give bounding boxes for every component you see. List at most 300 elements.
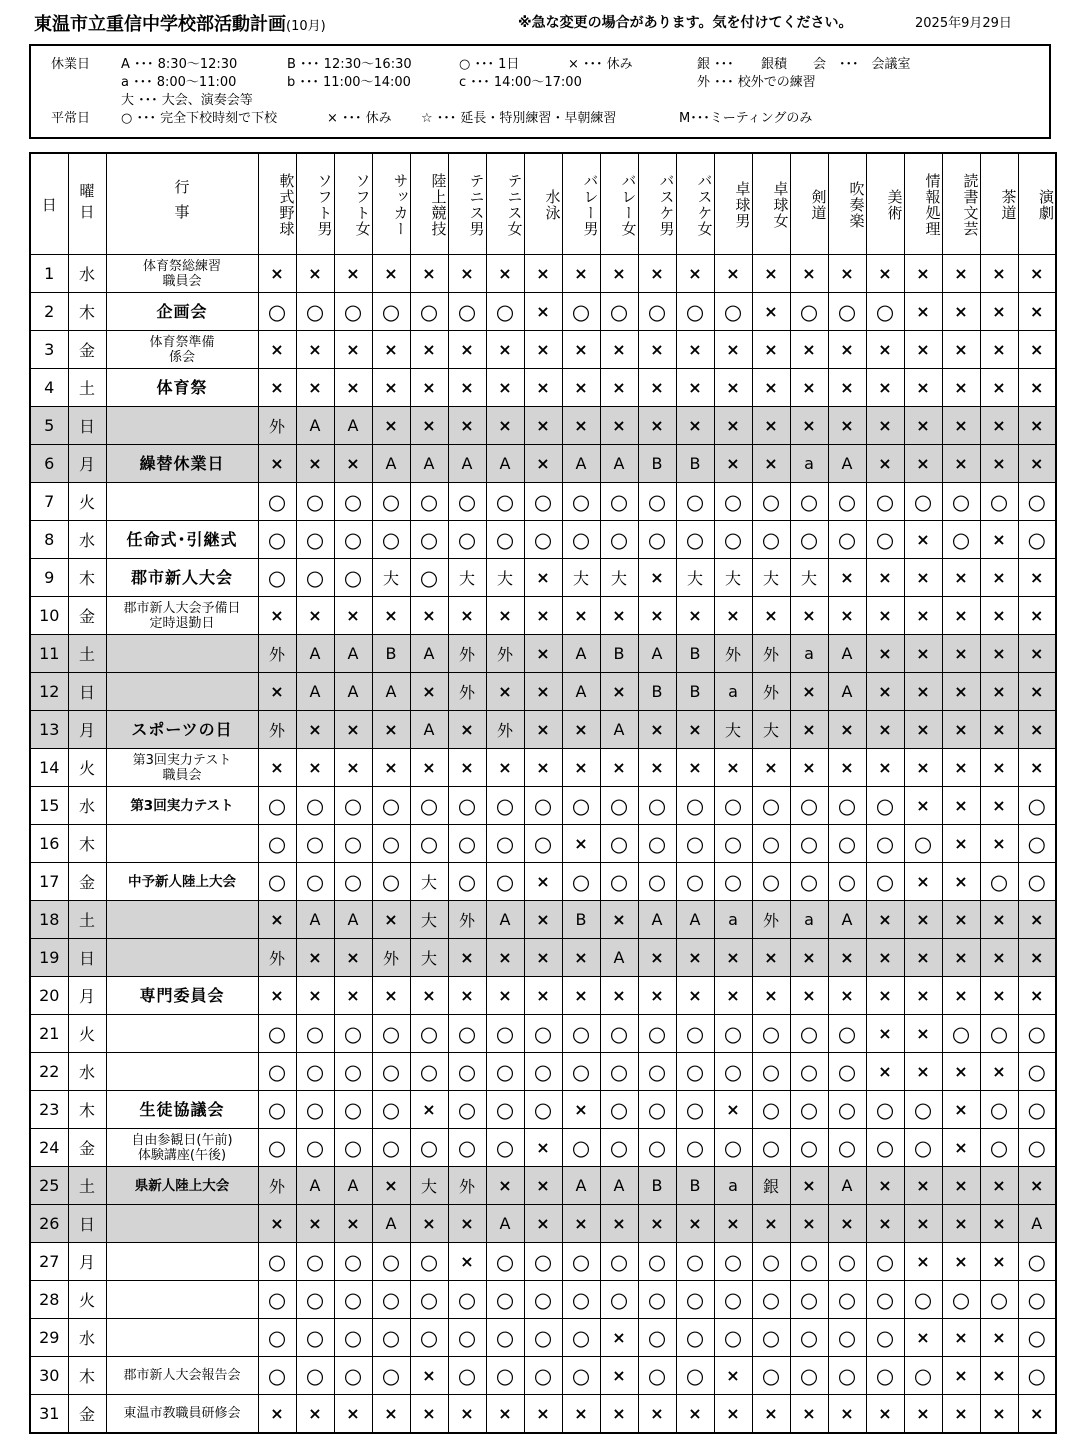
club-status-cell: ○ — [638, 1015, 676, 1053]
club-status-cell: × — [1018, 369, 1056, 407]
club-status-cell: 外 — [448, 1167, 486, 1205]
weekday-cell: 水 — [68, 521, 106, 559]
club-status-cell: × — [752, 1205, 790, 1243]
weekday-cell: 水 — [68, 787, 106, 825]
club-status-cell: ○ — [410, 1281, 448, 1319]
club-status-cell: × — [486, 255, 524, 293]
club-status-cell: ○ — [714, 521, 752, 559]
club-status-cell: × — [486, 749, 524, 787]
schedule-table — [29, 152, 1057, 1434]
club-status-cell: a — [790, 445, 828, 483]
club-status-cell: ○ — [410, 1129, 448, 1167]
club-status-cell: × — [752, 749, 790, 787]
club-status-cell: A — [334, 1167, 372, 1205]
club-status-cell: ○ — [980, 1281, 1018, 1319]
table-head — [30, 153, 1056, 255]
club-status-cell: × — [714, 369, 752, 407]
day-cell: 1 — [30, 255, 68, 293]
club-status-cell: ○ — [866, 293, 904, 331]
club-status-cell: × — [904, 977, 942, 1015]
club-status-cell: × — [1018, 445, 1056, 483]
club-status-cell: × — [372, 749, 410, 787]
club-status-cell: ○ — [296, 1357, 334, 1395]
club-status-cell: ○ — [524, 1015, 562, 1053]
club-status-cell: ○ — [676, 1091, 714, 1129]
club-status-cell: ○ — [828, 1357, 866, 1395]
day-cell: 21 — [30, 1015, 68, 1053]
club-status-cell: × — [676, 331, 714, 369]
club-status-cell: × — [904, 1015, 942, 1053]
club-header: テニス女 — [486, 153, 524, 255]
club-status-cell: ○ — [258, 1319, 296, 1357]
page-title — [34, 10, 326, 36]
club-status-cell: × — [790, 1205, 828, 1243]
club-status-cell: × — [942, 711, 980, 749]
club-status-cell: ○ — [372, 1015, 410, 1053]
club-status-cell: ○ — [676, 483, 714, 521]
event-cell: 中予新人陸上大会 — [106, 863, 258, 901]
club-status-cell: × — [562, 711, 600, 749]
day-cell: 16 — [30, 825, 68, 863]
club-status-cell: × — [410, 407, 448, 445]
club-status-cell: × — [942, 1129, 980, 1167]
table-row — [30, 1243, 1056, 1281]
club-status-cell: A — [638, 901, 676, 939]
club-status-cell: × — [448, 369, 486, 407]
club-status-cell: ○ — [1018, 1281, 1056, 1319]
club-status-cell: × — [638, 1395, 676, 1434]
club-status-cell: ○ — [334, 559, 372, 597]
club-status-cell: ○ — [524, 1357, 562, 1395]
club-status-cell: ○ — [372, 1053, 410, 1091]
legend-O1: ○ ･･･ 1日 — [459, 57, 520, 72]
club-status-cell: × — [866, 749, 904, 787]
legend-weekday-M: M･･･ミーティングのみ — [679, 111, 813, 126]
club-status-cell: × — [866, 711, 904, 749]
club-status-cell: × — [752, 369, 790, 407]
club-status-cell: ○ — [1018, 1319, 1056, 1357]
club-status-cell: × — [904, 1205, 942, 1243]
table-row — [30, 787, 1056, 825]
club-status-cell: × — [258, 977, 296, 1015]
club-status-cell: ○ — [866, 787, 904, 825]
club-status-cell: A — [1018, 1205, 1056, 1243]
club-status-cell: ○ — [866, 825, 904, 863]
club-status-cell: × — [904, 749, 942, 787]
club-status-cell: ○ — [562, 1319, 600, 1357]
legend-gai: 外 ･･･ 校外での練習 — [697, 75, 816, 90]
club-status-cell: ○ — [980, 1129, 1018, 1167]
event-cell: 郡市新人大会 — [106, 559, 258, 597]
club-status-cell: ○ — [372, 483, 410, 521]
club-status-cell: × — [866, 369, 904, 407]
club-status-cell: × — [942, 1205, 980, 1243]
club-status-cell: a — [714, 901, 752, 939]
club-status-cell: ○ — [372, 863, 410, 901]
legend-b: b ･･･ 11:00～14:00 — [287, 75, 411, 90]
club-status-cell: × — [600, 369, 638, 407]
club-status-cell: × — [562, 825, 600, 863]
club-status-cell: × — [524, 331, 562, 369]
club-status-cell: × — [486, 407, 524, 445]
club-header: 剣道 — [790, 153, 828, 255]
club-status-cell: × — [980, 1395, 1018, 1434]
club-status-cell: × — [1018, 407, 1056, 445]
club-status-cell: A — [828, 901, 866, 939]
club-status-cell: × — [334, 369, 372, 407]
club-status-cell: ○ — [334, 1319, 372, 1357]
club-status-cell: ○ — [334, 1129, 372, 1167]
club-status-cell: × — [258, 369, 296, 407]
weekday-cell: 日 — [68, 407, 106, 445]
club-status-cell: ○ — [410, 1319, 448, 1357]
club-status-cell: ○ — [904, 483, 942, 521]
club-status-cell: × — [334, 749, 372, 787]
club-status-cell: × — [676, 407, 714, 445]
club-status-cell: ○ — [600, 787, 638, 825]
day-cell: 30 — [30, 1357, 68, 1395]
club-status-cell: ○ — [828, 825, 866, 863]
club-status-cell: 大 — [486, 559, 524, 597]
club-status-cell: × — [524, 559, 562, 597]
club-status-cell: × — [258, 1395, 296, 1434]
weekday-cell: 木 — [68, 293, 106, 331]
club-status-cell: ○ — [486, 521, 524, 559]
club-status-cell: × — [296, 939, 334, 977]
club-status-cell: × — [904, 407, 942, 445]
club-status-cell: ○ — [828, 1243, 866, 1281]
club-status-cell: × — [904, 1319, 942, 1357]
club-status-cell: × — [942, 331, 980, 369]
weekday-cell: 土 — [68, 635, 106, 673]
club-status-cell: ○ — [524, 825, 562, 863]
club-status-cell: × — [904, 711, 942, 749]
club-status-cell: × — [790, 407, 828, 445]
club-status-cell: × — [1018, 977, 1056, 1015]
title-text: 東温市立重信中学校部活動計画 — [34, 14, 286, 35]
club-status-cell: ○ — [562, 1357, 600, 1395]
club-status-cell: × — [904, 293, 942, 331]
club-header: バスケ男 — [638, 153, 676, 255]
club-header: 陸上競技 — [410, 153, 448, 255]
club-status-cell: × — [1018, 255, 1056, 293]
club-status-cell: 大 — [372, 559, 410, 597]
club-status-cell: ○ — [334, 483, 372, 521]
club-header: 卓球女 — [752, 153, 790, 255]
club-status-cell: 外 — [258, 635, 296, 673]
club-status-cell: × — [942, 293, 980, 331]
club-status-cell: × — [866, 1205, 904, 1243]
club-status-cell: ○ — [372, 787, 410, 825]
event-cell — [106, 407, 258, 445]
club-status-cell: × — [334, 255, 372, 293]
club-status-cell: × — [980, 673, 1018, 711]
club-status-cell: ○ — [334, 1091, 372, 1129]
club-status-cell: ○ — [258, 1015, 296, 1053]
club-status-cell: × — [942, 369, 980, 407]
club-status-cell: ○ — [410, 293, 448, 331]
club-status-cell: A — [410, 635, 448, 673]
event-cell — [106, 1205, 258, 1243]
club-status-cell: 大 — [410, 901, 448, 939]
club-status-cell: × — [600, 255, 638, 293]
club-status-cell: × — [334, 711, 372, 749]
club-status-cell: A — [372, 1205, 410, 1243]
club-status-cell: 外 — [258, 711, 296, 749]
club-status-cell: × — [942, 407, 980, 445]
club-status-cell: ○ — [752, 483, 790, 521]
club-status-cell: a — [790, 635, 828, 673]
event-cell — [106, 1243, 258, 1281]
club-status-cell: ○ — [638, 787, 676, 825]
club-status-cell: × — [942, 977, 980, 1015]
club-status-cell: × — [486, 1395, 524, 1434]
club-status-cell: × — [410, 597, 448, 635]
club-status-cell: × — [524, 407, 562, 445]
club-status-cell: A — [562, 673, 600, 711]
club-status-cell: × — [790, 749, 828, 787]
event-cell: 郡市新人大会報告会 — [106, 1357, 258, 1395]
head-weekday: 曜日 — [68, 153, 106, 255]
club-header: 情報処理 — [904, 153, 942, 255]
club-status-cell: ○ — [1018, 1015, 1056, 1053]
club-status-cell: A — [296, 901, 334, 939]
table-row — [30, 483, 1056, 521]
club-status-cell: ○ — [562, 1129, 600, 1167]
table-row — [30, 749, 1056, 787]
club-status-cell: × — [714, 977, 752, 1015]
club-status-cell: ○ — [258, 559, 296, 597]
club-status-cell: × — [828, 597, 866, 635]
club-status-cell: ○ — [334, 521, 372, 559]
club-status-cell: ○ — [600, 1281, 638, 1319]
club-status-cell: × — [942, 445, 980, 483]
club-status-cell: ○ — [600, 1243, 638, 1281]
club-status-cell: × — [752, 331, 790, 369]
club-status-cell: × — [904, 673, 942, 711]
club-header: テニス男 — [448, 153, 486, 255]
club-status-cell: A — [676, 901, 714, 939]
club-status-cell: ○ — [638, 1357, 676, 1395]
club-status-cell: A — [828, 445, 866, 483]
table-row — [30, 901, 1056, 939]
weekday-cell: 月 — [68, 711, 106, 749]
club-status-cell: × — [980, 901, 1018, 939]
club-status-cell: × — [562, 749, 600, 787]
weekday-cell: 水 — [68, 255, 106, 293]
club-status-cell: × — [828, 369, 866, 407]
club-status-cell: × — [1018, 673, 1056, 711]
club-status-cell: ○ — [600, 521, 638, 559]
legend-a: a ･･･ 8:00～11:00 — [121, 75, 237, 90]
club-status-cell: 大 — [410, 1167, 448, 1205]
weekday-cell: 木 — [68, 559, 106, 597]
club-status-cell: ○ — [1018, 863, 1056, 901]
club-status-cell: × — [600, 1319, 638, 1357]
club-status-cell: A — [410, 445, 448, 483]
club-status-cell: × — [562, 597, 600, 635]
club-status-cell: × — [790, 1167, 828, 1205]
club-status-cell: ○ — [828, 1091, 866, 1129]
club-status-cell: × — [372, 1167, 410, 1205]
day-cell: 19 — [30, 939, 68, 977]
club-status-cell: × — [790, 939, 828, 977]
table-row — [30, 1395, 1056, 1434]
club-status-cell: × — [1018, 635, 1056, 673]
club-status-cell: ○ — [676, 1243, 714, 1281]
club-status-cell: ○ — [524, 1243, 562, 1281]
day-cell: 6 — [30, 445, 68, 483]
club-status-cell: × — [372, 407, 410, 445]
club-status-cell: ○ — [448, 293, 486, 331]
club-status-cell: × — [638, 255, 676, 293]
club-status-cell: × — [486, 977, 524, 1015]
club-status-cell: A — [562, 635, 600, 673]
club-status-cell: ○ — [752, 1091, 790, 1129]
club-status-cell: × — [410, 1205, 448, 1243]
day-cell: 20 — [30, 977, 68, 1015]
club-status-cell: ○ — [942, 1281, 980, 1319]
club-status-cell: ○ — [448, 483, 486, 521]
club-status-cell: ○ — [714, 1129, 752, 1167]
club-status-cell: ○ — [828, 1129, 866, 1167]
club-status-cell: × — [410, 369, 448, 407]
legend-holiday-label: 休業日 — [51, 57, 91, 72]
club-header: 茶道 — [980, 153, 1018, 255]
club-status-cell: ○ — [790, 521, 828, 559]
weekday-cell: 土 — [68, 369, 106, 407]
club-status-cell: B — [676, 445, 714, 483]
day-cell: 2 — [30, 293, 68, 331]
club-status-cell: × — [600, 407, 638, 445]
club-status-cell: × — [714, 1395, 752, 1434]
club-header: 演劇 — [1018, 153, 1056, 255]
club-status-cell: × — [334, 445, 372, 483]
club-status-cell: ○ — [1018, 1357, 1056, 1395]
club-status-cell: ○ — [562, 1053, 600, 1091]
club-status-cell: ○ — [296, 787, 334, 825]
club-status-cell: ○ — [448, 521, 486, 559]
club-status-cell: × — [372, 597, 410, 635]
club-status-cell: ○ — [714, 1053, 752, 1091]
table-row — [30, 1281, 1056, 1319]
club-status-cell: ○ — [790, 1015, 828, 1053]
club-status-cell: ○ — [486, 787, 524, 825]
club-status-cell: ○ — [296, 1091, 334, 1129]
club-status-cell: × — [1018, 331, 1056, 369]
club-status-cell: B — [372, 635, 410, 673]
club-status-cell: × — [372, 1395, 410, 1434]
club-status-cell: ○ — [562, 483, 600, 521]
club-status-cell: × — [638, 977, 676, 1015]
club-status-cell: × — [942, 1395, 980, 1434]
club-status-cell: ○ — [866, 1281, 904, 1319]
club-status-cell: ○ — [904, 825, 942, 863]
day-cell: 13 — [30, 711, 68, 749]
club-status-cell: × — [828, 939, 866, 977]
club-status-cell: ○ — [296, 483, 334, 521]
event-cell: 第3回実力テスト 職員会 — [106, 749, 258, 787]
club-status-cell: × — [828, 407, 866, 445]
legend-weekday-O: ○ ･･･ 完全下校時刻で下校 — [121, 111, 278, 126]
club-status-cell: × — [524, 369, 562, 407]
club-header: 美術 — [866, 153, 904, 255]
legend-c: c ･･･ 14:00～17:00 — [459, 75, 582, 90]
club-status-cell: × — [904, 1053, 942, 1091]
event-cell: 体育祭 — [106, 369, 258, 407]
weekday-cell: 火 — [68, 749, 106, 787]
club-status-cell: × — [448, 1205, 486, 1243]
club-status-cell: A — [486, 901, 524, 939]
club-status-cell: × — [904, 559, 942, 597]
club-status-cell: × — [942, 1357, 980, 1395]
club-status-cell: ○ — [790, 293, 828, 331]
club-status-cell: ○ — [524, 787, 562, 825]
club-status-cell: ○ — [448, 1281, 486, 1319]
club-status-cell: ○ — [448, 1091, 486, 1129]
club-status-cell: × — [524, 1395, 562, 1434]
club-status-cell: ○ — [638, 863, 676, 901]
club-status-cell: × — [296, 255, 334, 293]
club-status-cell: ○ — [980, 483, 1018, 521]
club-status-cell: ○ — [714, 1281, 752, 1319]
club-status-cell: 外 — [258, 1167, 296, 1205]
club-status-cell: × — [562, 255, 600, 293]
club-status-cell: × — [980, 521, 1018, 559]
club-status-cell: ○ — [714, 825, 752, 863]
club-status-cell: × — [942, 1243, 980, 1281]
weekday-cell: 金 — [68, 863, 106, 901]
club-status-cell: × — [790, 369, 828, 407]
table-row — [30, 939, 1056, 977]
club-status-cell: 外 — [448, 635, 486, 673]
club-status-cell: A — [372, 445, 410, 483]
club-status-cell: ○ — [600, 1053, 638, 1091]
club-status-cell: A — [600, 711, 638, 749]
event-cell — [106, 825, 258, 863]
table-row — [30, 825, 1056, 863]
club-status-cell: × — [334, 1395, 372, 1434]
club-status-cell: × — [372, 901, 410, 939]
club-status-cell: ○ — [448, 1053, 486, 1091]
club-status-cell: ○ — [638, 1053, 676, 1091]
club-status-cell: × — [866, 1167, 904, 1205]
day-cell: 31 — [30, 1395, 68, 1434]
club-status-cell: × — [904, 1167, 942, 1205]
club-status-cell: × — [828, 331, 866, 369]
club-status-cell: × — [714, 749, 752, 787]
table-row — [30, 369, 1056, 407]
club-status-cell: 大 — [410, 939, 448, 977]
club-status-cell: ○ — [600, 483, 638, 521]
club-status-cell: 外 — [258, 939, 296, 977]
club-status-cell: × — [866, 1015, 904, 1053]
club-status-cell: A — [296, 635, 334, 673]
table-row — [30, 1015, 1056, 1053]
weekday-cell: 月 — [68, 1243, 106, 1281]
club-status-cell: × — [942, 559, 980, 597]
club-status-cell: × — [828, 255, 866, 293]
club-status-cell: × — [410, 673, 448, 711]
club-status-cell: × — [334, 939, 372, 977]
legend-weekday-X: × ･･･ 休み — [327, 111, 392, 126]
club-status-cell: ○ — [752, 1357, 790, 1395]
event-cell: 専門委員会 — [106, 977, 258, 1015]
club-status-cell: × — [258, 597, 296, 635]
day-cell: 12 — [30, 673, 68, 711]
club-status-cell: × — [524, 673, 562, 711]
club-status-cell: ○ — [714, 1319, 752, 1357]
